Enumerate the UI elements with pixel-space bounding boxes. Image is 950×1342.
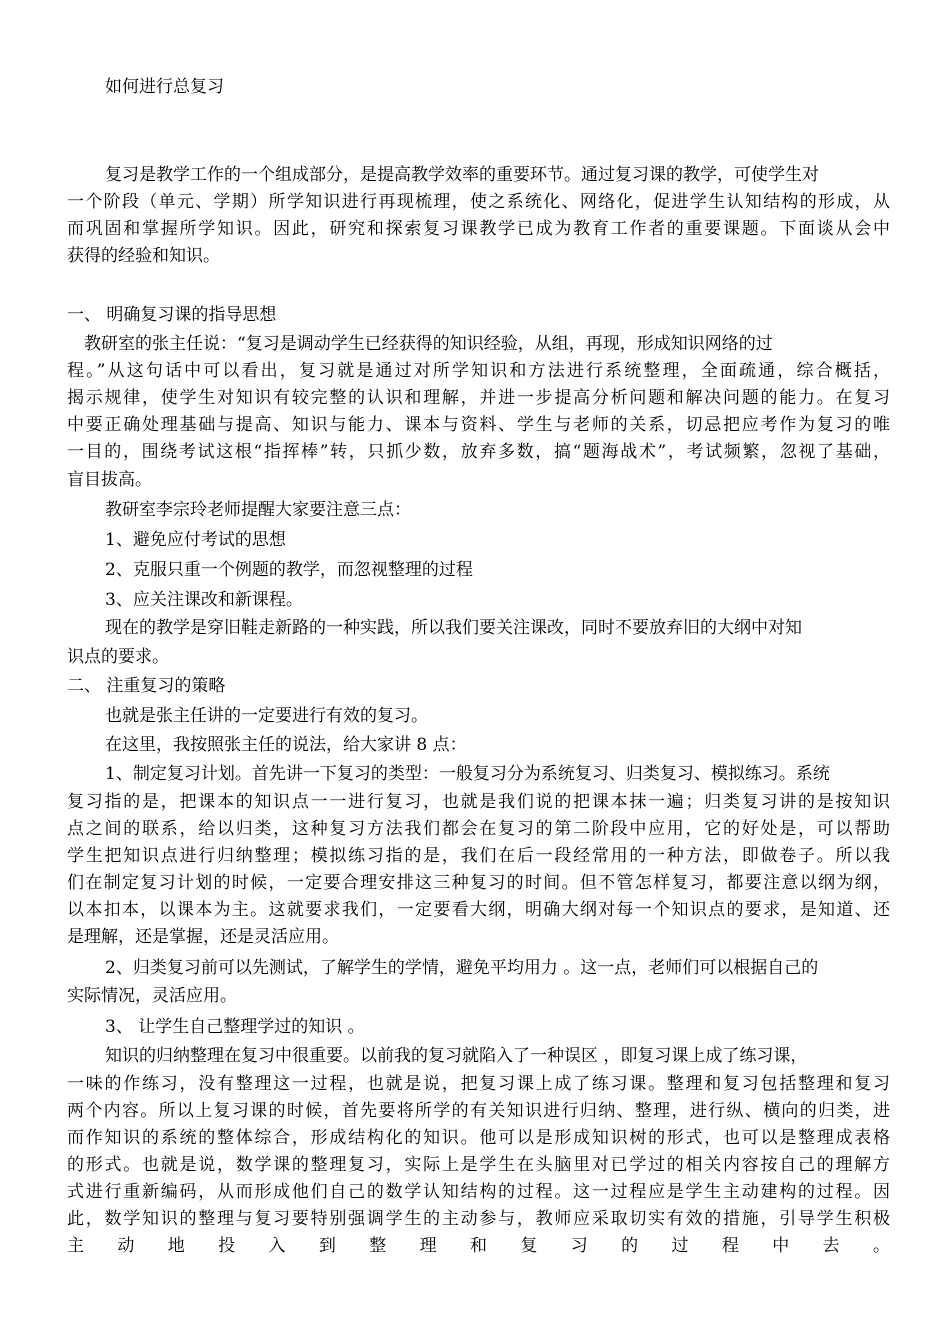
paragraph-line: 程。”从这句话中可以看出，复习就是通过对所学知识和方法进行系统整理，全面疏通，综合概括， <box>67 361 890 381</box>
paragraph-line: 揭示规律，使学生对知识有较完整的认识和理解，并进一步提高分析问题和解决问题的能力。在复习 <box>67 388 890 408</box>
section-heading: 二、 注重复习的策略 <box>67 676 226 696</box>
list-item: 2、克服只重一个例题的教学，而忽视整理的过程 <box>105 560 473 580</box>
paragraph-line: 3、 让学生自己整理学过的知识 。 <box>105 1017 365 1037</box>
paragraph-line: 主动地投入到整理和复习的过程中去。 <box>67 1236 890 1256</box>
paragraph-line: 两个内容。所以上复习课的时候，首先要将所学的有关知识进行归纳、整理，进行纵、横向的归类，进 <box>67 1101 890 1121</box>
paragraph-line: 盲目拔高。 <box>67 470 152 490</box>
paragraph-line: 中要正确处理基础与提高、知识与能力、课本与资料、学生与老师的关系，切忌把应考作为复习的唯 <box>67 415 890 435</box>
paragraph-line: 一味的作练习，没有整理这一过程，也就是说，把复习课上成了练习课。整理和复习包括整理和复习 <box>67 1074 890 1094</box>
paragraph-line: 实际情况，灵活应用。 <box>67 986 237 1006</box>
list-item: 1、避免应付考试的思想 <box>105 530 286 550</box>
paragraph-line: 是理解，还是掌握，还是灵活应用。 <box>67 927 339 947</box>
paragraph-line: 学生把知识点进行归纳整理；模拟练习指的是，我们在后一段经常用的一种方法，即做卷子。所以我 <box>67 846 890 866</box>
paragraph-line: 的形式。也就是说，数学课的整理复习，实际上是学生在头脑里对已学过的相关内容按自己的理解方 <box>67 1155 890 1175</box>
paragraph-line: 复习指的是，把课本的知识点一一进行复习，也就是我们说的把课本抹一遍；归类复习讲的是按知识 <box>67 792 890 812</box>
paragraph-line: 而巩固和掌握所学知识。因此，研究和探索复习课教学已成为教育工作者的重要课题。下面谈从会中 <box>67 219 890 239</box>
paragraph-line: 此，数学知识的整理与复习要特别强调学生的主动参与，教师应采取切实有效的措施，引导学生积极 <box>67 1209 890 1229</box>
paragraph-line: 现在的教学是穿旧鞋走新路的一种实践，所以我们要关注课改，同时不要放弃旧的大纲中对知 <box>105 618 802 638</box>
paragraph-line: 识点的要求。 <box>67 647 169 667</box>
section-heading: 一、 明确复习课的指导思想 <box>67 305 277 325</box>
paragraph-line: 教研室李宗玲老师提醒大家要注意三点： <box>105 500 411 520</box>
paragraph-line: 点之间的联系，给以归类，这种复习方法我们都会在复习的第二阶段中应用，它的好处是，可以帮助 <box>67 819 890 839</box>
paragraph-line: 式进行重新编码，从而形成他们自己的数学认知结构的过程。这一过程应是学生主动建构的过程。因 <box>67 1182 890 1202</box>
paragraph-line: 以本扣本，以课本为主。这就要求我们，一定要看大纲，明确大纲对每一个知识点的要求，是知道、还 <box>67 900 890 920</box>
paragraph-line: 们在制定复习计划的时候，一定要合理安排这三种复习的时间。但不管怎样复习，都要注意以纲为纲， <box>67 873 890 893</box>
paragraph-line: 一个阶段（单元、学期）所学知识进行再现梳理，使之系统化、网络化，促进学生认知结构的形成，从 <box>67 192 890 212</box>
list-item: 3、应关注课改和新课程。 <box>105 590 303 610</box>
paragraph-line: 而作知识的系统的整体综合，形成结构化的知识。他可以是形成知识树的形式，也可以是整理成表格 <box>67 1128 890 1148</box>
paragraph-line: 2、归类复习前可以先测试，了解学生的学情，避免平均用力 。这一点，老师们可以根据自己的 <box>105 958 819 978</box>
paragraph-line: 也就是张主任讲的一定要进行有效的复习。 <box>105 706 428 726</box>
paragraph-line: 在这里，我按照张主任的说法，给大家讲 8 点： <box>105 735 467 755</box>
paragraph-line: 一目的，围绕考试这根“指挥棒”转，只抓少数，放弃多数，搞“题海战术”，考试频繁，忽视了基础， <box>67 442 890 462</box>
paragraph-line: 教研室的张主任说：“复习是调动学生已经获得的知识经验，从组，再现，形成知识网络的过 <box>84 334 773 354</box>
paragraph-line: 知识的归纳整理在复习中很重要。以前我的复习就陷入了一种误区 ，即复习课上成了练习课， <box>105 1046 808 1066</box>
paragraph-line: 复习是教学工作的一个组成部分，是提高教学效率的重要环节。通过复习课的教学，可使学生对 <box>105 165 819 185</box>
paragraph-line: 获得的经验和知识。 <box>67 246 220 266</box>
paragraph-line: 1、制定复习计划。首先讲一下复习的类型：一般复习分为系统复习、归类复习、模拟练习。系统 <box>105 764 830 784</box>
document-title: 如何进行总复习 <box>105 77 224 97</box>
